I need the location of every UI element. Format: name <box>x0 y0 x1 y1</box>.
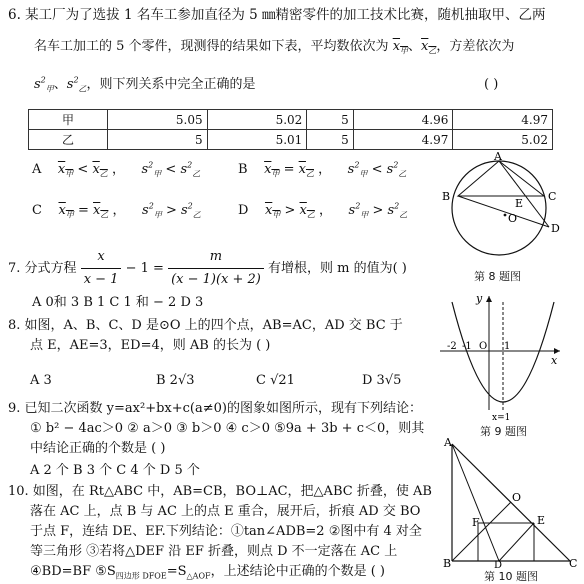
q7-fraction-2: $\frac{m}{(x - 1)(x + 2)}$ <box>168 246 264 291</box>
label-B: B <box>443 557 452 568</box>
q6-line2: 名车工加工的 5 个零件，现测得的结果如下表，平均数依次为 $x_甲$、$x_乙$，方差依次为 <box>34 39 515 56</box>
figure-9-parabola <box>432 292 572 422</box>
label-B: B <box>442 190 451 203</box>
tick-1: 1 <box>504 341 511 352</box>
table-row <box>29 130 553 150</box>
q10-line2: 落在 AC 上，点 B 与 AC 上的点 E 重合，展开后，折痕 AD 交 BO <box>30 504 421 519</box>
figure-9-caption: 第 9 题图 <box>480 425 527 438</box>
figure-10-triangle <box>442 436 580 568</box>
q6-option-a[interactable]: A $x_甲 < x_乙$ ， $s^2_甲 < s^2_乙$ <box>32 160 201 179</box>
q7-fraction-1: $\frac{x}{x - 1}$ <box>81 246 122 291</box>
table-cell: 5 <box>307 110 353 130</box>
q8-line2: 点 E，AE=3，ED=4，则 AB 的长为 ( ) <box>30 338 271 353</box>
q8-option-a[interactable]: A 3 <box>30 373 52 388</box>
table-cell: 4.97 <box>453 110 553 130</box>
q6-line2-text: 名车工加工的 5 个零件，现测得的结果如下表，平均数依次为 <box>34 39 389 54</box>
table-cell: 5.01 <box>207 130 307 150</box>
q6-table <box>28 109 553 150</box>
label-A: A <box>444 436 452 449</box>
q9-line2: ① b² − 4ac＞0 ② a＞0 ③ b＞0 ④ c＞0 ⑤9a + 3b + c＜0，则其 <box>30 421 425 436</box>
q6-paren: ( ) <box>484 77 499 92</box>
q8-line1: 8. 如图，A、B、C、D 是⊙O 上的四个点，AB=AC，AD 交 BC 于 <box>8 318 403 333</box>
tick-minus-2: -2 <box>447 341 457 352</box>
q10-line4: 等三角形 ③若将△DEF 沿 EF 折叠，则点 D 不一定落在 AC 上 <box>30 544 398 559</box>
var-jia: $s^2_甲$ <box>34 75 54 94</box>
figure-8-caption: 第 8 题图 <box>474 270 521 283</box>
mean-jia: $x_甲$ <box>392 39 409 56</box>
q10-line5: ④BD=BF $⑤S_{四边形 DFOE}=S_{\triangle AOF}$，上述结论中正确的个数是 ( ) <box>30 564 385 581</box>
q10-line1: 10. 如图，在 Rt△ABC 中，AB=CB，BO⊥AC，把△ABC 折叠，使 AB <box>8 484 432 499</box>
label-D: D <box>551 222 560 235</box>
figure-10-caption: 第 10 题图 <box>484 570 538 583</box>
var-yi: $s^2_乙$ <box>66 75 87 94</box>
axis-y-label: y <box>476 292 483 305</box>
table-row <box>29 110 553 130</box>
label-E: E <box>515 197 524 210</box>
q6-line3: $s^2_甲$、$s^2_乙$，则下列关系中完全正确的是 <box>34 75 256 94</box>
axis-x-label: x <box>551 354 558 367</box>
label-F: F <box>472 516 480 529</box>
label-C: C <box>548 190 557 203</box>
axis-of-symmetry-label: x=1 <box>492 413 511 422</box>
label-D: D <box>494 560 503 568</box>
q9-options[interactable]: A 2 个 B 3 个 C 4 个 D 5 个 <box>30 463 200 478</box>
table-cell: 乙 <box>29 130 108 150</box>
figure-8-circle <box>438 152 578 267</box>
q6-option-d[interactable]: D $x_甲 > x_乙$ ， $s^2_甲 > s^2_乙$ <box>238 201 408 220</box>
table-cell: 5.05 <box>108 110 208 130</box>
label-O: O <box>508 212 518 225</box>
q10-line3: 于点 F，连结 DE、EF.下列结论：①tan∠ADB=2 ②图中有 4 对全 <box>30 524 422 539</box>
q6-line1: 6. 某工厂为了选拔 1 名车工参加直径为 5 ㎜精密零件的加工技术比赛，随机抽取甲、乙两 <box>8 7 546 23</box>
table-cell: 4.96 <box>353 110 453 130</box>
table-cell: 5.02 <box>207 110 307 130</box>
table-cell: 5 <box>307 130 353 150</box>
q8-option-c[interactable]: C √21 <box>256 373 295 388</box>
q6-line2-end: ，方差依次为 <box>436 39 515 54</box>
q8-option-b[interactable]: B 2√3 <box>156 373 195 388</box>
q8-option-d[interactable]: D 3√5 <box>362 373 402 388</box>
table-cell: 甲 <box>29 110 108 130</box>
label-C: C <box>569 557 578 568</box>
label-E: E <box>537 514 546 527</box>
q9-line3: 中结论正确的个数是 ( ) <box>30 441 166 456</box>
table-cell: 4.97 <box>353 130 453 150</box>
q6-option-c[interactable]: C $x_甲 = x_乙$ ， $s^2_甲 > s^2_乙$ <box>32 201 201 220</box>
q6-option-b[interactable]: B $x_甲 = x_乙$ ， $s^2_甲 < s^2_乙$ <box>238 160 407 179</box>
q9-line1: 9. 已知二次函数 y=ax²+bx+c(a≠0)的图象如图所示，现有下列结论： <box>8 401 422 416</box>
tick-minus-1: -1 <box>462 341 472 352</box>
q7-options[interactable]: A 0和 3 B 1 C 1 和 − 2 D 3 <box>32 295 204 310</box>
mean-yi: $x_乙$ <box>421 39 437 56</box>
table-cell: 5.02 <box>453 130 553 150</box>
table-cell: 5 <box>108 130 208 150</box>
origin-label: O <box>479 341 488 352</box>
label-A: A <box>494 152 502 163</box>
label-O: O <box>512 491 522 504</box>
q7-line: 7. 分式方程 $\frac{x}{x - 1}$ − 1 = $\frac{m}{(x - 1)(x + 2)}$ 有增根，则 m 的值为( ) <box>8 246 407 291</box>
